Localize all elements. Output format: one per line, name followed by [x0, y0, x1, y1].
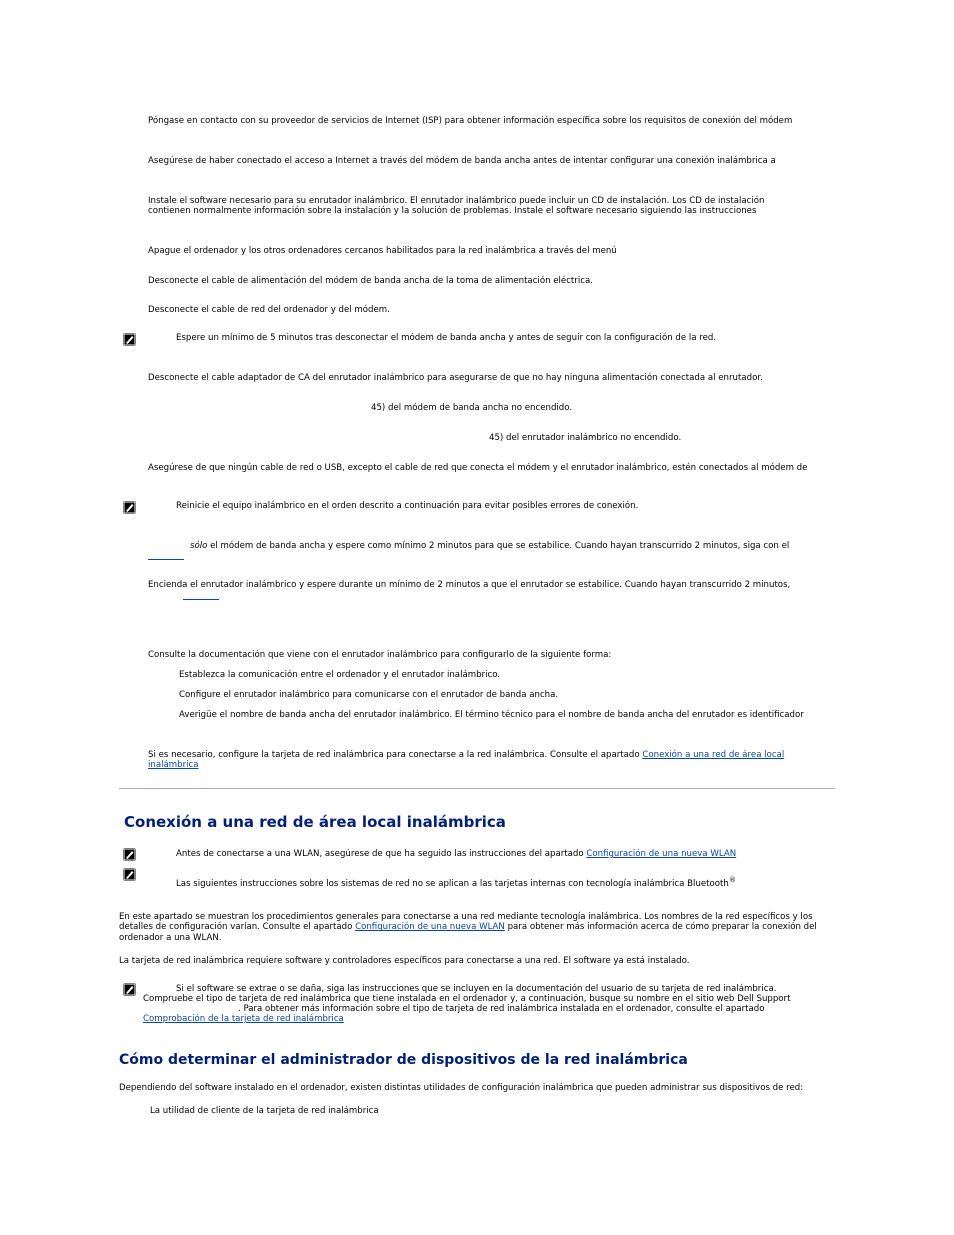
note-bluetooth: [176, 875, 736, 889]
substep-configure-router: Configure el enrutador inalámbrico para comunicarse con el enrutador de banda ancha.: [179, 690, 559, 700]
section-divider: [119, 788, 835, 789]
step-isp-contact: Póngase en contacto con su proveedor de servicios de Internet (ISP) para obtener información específica sobre los requisitos de conexión del módem: [148, 116, 793, 126]
link-connect-wlan[interactable]: Conexión a una red de área local inalámbrica: [148, 750, 785, 771]
step-check-cables: Asegúrese de que ningún cable de red o USB, excepto el cable de red que conecta el módem y el enrutador inalámbrico, estén conectados al módem de: [148, 463, 808, 473]
note-software-removed-l2: Compruebe el tipo de tarjeta de red inalámbrica que tiene instalada en el ordenador y, a continuación, busque su nombre en el sitio web Dell Support: [143, 994, 791, 1004]
substep-find-ssid: Averigüe el nombre de banda ancha del enrutador inalámbrico. El término técnico para el nombre de banda ancha del enrutador es identificador: [179, 710, 804, 720]
step-unplug-modem-power: Desconecte el cable de alimentación del módem de banda ancha de la toma de alimentación eléctrica.: [148, 276, 593, 286]
note-icon: [123, 848, 136, 861]
registered-mark: ®: [728, 875, 737, 884]
link-config-new-wlan[interactable]: Configuración de una nueva WLAN: [586, 849, 737, 859]
step-router-off: 45) del enrutador inalámbrico no encendido.: [489, 433, 682, 443]
link-config-new-wlan-2[interactable]: Configuración de una nueva WLAN: [355, 922, 505, 933]
step-check-internet: Asegúrese de haber conectado el acceso a Internet a través del módem de banda ancha antes de intentar configurar una conexión inalámbrica a: [148, 156, 776, 166]
step-modem-off: 45) del módem de banda ancha no encendido.: [371, 403, 573, 413]
link-check-card[interactable]: Comprobación de la tarjeta de red inalámbrica: [143, 1014, 344, 1024]
step-configure-card-text: Si es necesario, configure la tarjeta de red inalámbrica para conectarse a la red inalámbrica. Consulte el apartado: [148, 750, 643, 760]
note-bluetooth-text: Las siguientes instrucciones sobre los sistemas de red no se aplican a las tarjetas internas con tecnología inalámbrica Bluetooth: [176, 878, 729, 889]
step-configure-card: [148, 750, 828, 771]
note-wait-5-min: Espere un mínimo de 5 minutos tras desconectar el módem de banda ancha y antes de seguir con la configuración de la red.: [176, 333, 717, 343]
note-software-removed-l3: . Para obtener más información sobre el tipo de tarjeta de red inalámbrica instalada en el ordenador, consulte el apartado: [238, 1004, 765, 1014]
step-router-docs: Consulte la documentación que viene con el enrutador inalámbrico para configurarlo de la siguiente forma:: [148, 650, 612, 660]
note-icon: [123, 868, 136, 881]
step-power-router: Encienda el enrutador inalámbrico y espere durante un mínimo de 2 minutos a que el enrutador se estabilice. Cuando hayan transcurrido 2 minutos,: [148, 580, 791, 590]
step-shutdown: Apague el ordenador y los otros ordenadores cercanos habilitados para la red inalámbrica a través del menú: [148, 246, 617, 256]
note-restart-order: Reinicie el equipo inalámbrico en el orden descrito a continuación para evitar posibles errores de conexión.: [176, 501, 639, 511]
substep-establish-comm: Establezca la comunicación entre el ordenador y el enrutador inalámbrico.: [179, 670, 501, 680]
list-item: La utilidad de cliente de la tarjeta de red inalámbrica: [150, 1106, 379, 1116]
note-icon: [123, 983, 136, 996]
step-unplug-network-cable: Desconecte el cable de red del ordenador y del módem.: [148, 305, 390, 315]
step-link-underline[interactable]: [148, 559, 184, 560]
subsection-title: Cómo determinar el administrador de dispositivos de la red inalámbrica: [119, 1052, 688, 1068]
step-install-software-line1: Instale el software necesario para su enrutador inalámbrico. El enrutador inalámbrico puede incluir un CD de instalación. Los CD de instalación: [148, 196, 765, 206]
section-intro-a: En este apartado se muestran los procedimientos generales para conectarse a una red mediante tecnología inalámbrica. Los nombres de la red específicos y los detalles de configuración varían. Consulte el apartado: [119, 912, 813, 933]
step-unplug-ac-adapter: Desconecte el cable adaptador de CA del enrutador inalámbrico para asegurarse de que no hay ninguna alimentación conectada al enrutador.: [148, 373, 763, 383]
note-software-removed-l1: Si el software se extrae o se daña, siga las instrucciones que se incluyen en la documentación del usuario de su tarjeta de red inalámbrica.: [176, 984, 777, 994]
section-title: Conexión a una red de área local inalámbrica: [124, 813, 506, 831]
subsection-paragraph: Dependiendo del software instalado en el ordenador, existen distintas utilidades de configuración inalámbrica que pueden administrar sus dispositivos de red:: [119, 1083, 804, 1093]
section-intro-paragraph: [119, 912, 831, 943]
step-power-modem: [190, 541, 789, 551]
note-before-connect: [176, 849, 736, 859]
step-install-software-line2: contienen normalmente información sobre la instalación y la solución de problemas. Instale el software necesario siguiendo las instrucciones: [148, 206, 757, 216]
note-icon: [123, 501, 136, 514]
note-icon: [123, 333, 136, 346]
emphasis-solo: sólo: [190, 541, 208, 551]
note-before-connect-text: Antes de conectarse a una WLAN, asegúrese de que ha seguido las instrucciones del apartado: [176, 849, 587, 859]
step-power-modem-text: el módem de banda ancha y espere como mínimo 2 minutos para que se estabilice. Cuando hayan transcurrido 2 minutos, siga con el: [207, 541, 790, 551]
step-link-underline[interactable]: [183, 599, 219, 600]
section-intro-b: para obtener más información acerca de cómo preparar la conexión del ordenador a una WLAN.: [119, 922, 817, 943]
section-software-paragraph: La tarjeta de red inalámbrica requiere software y controladores específicos para conectarse a una red. El software ya está instalado.: [119, 956, 690, 966]
note-software-removed-link-wrap: [143, 1014, 344, 1024]
